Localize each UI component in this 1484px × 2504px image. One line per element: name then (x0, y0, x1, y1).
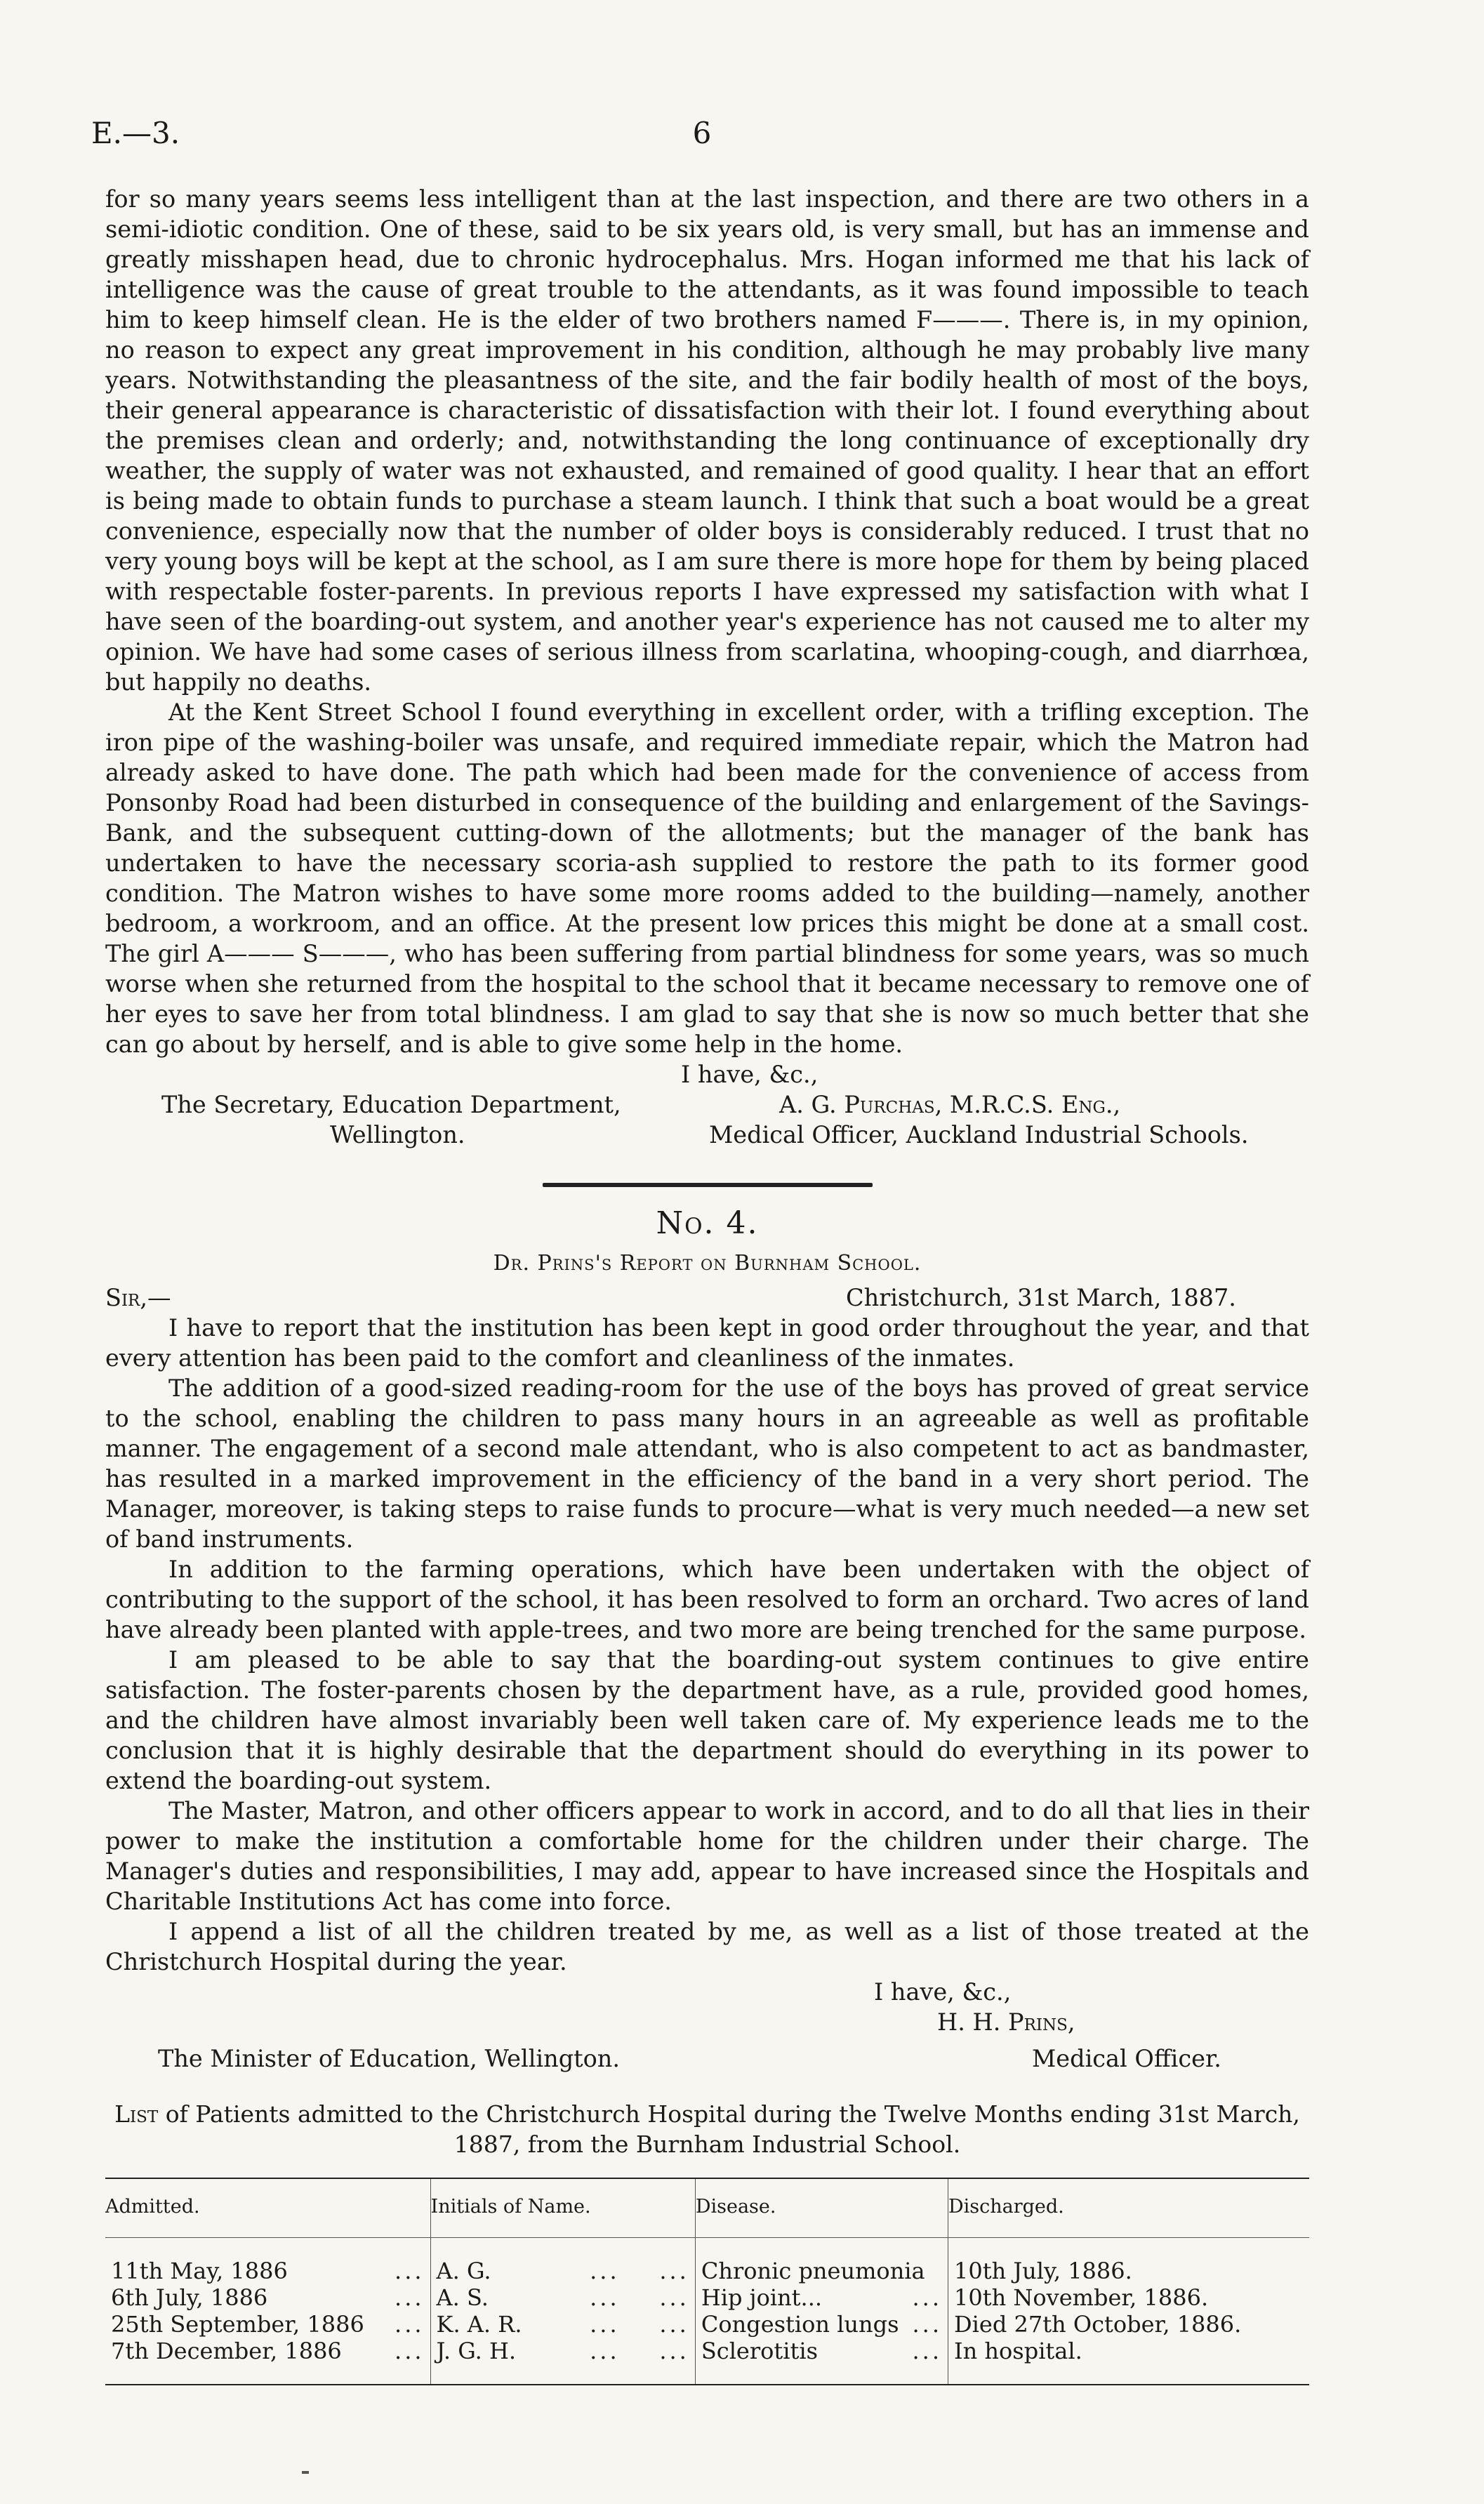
section-divider (543, 1183, 873, 1187)
paragraph: I have to report that the institution has been kept in good order throughout the year, and that every attention has been paid to the comfort and cleanliness of the inmates. (105, 1314, 1309, 1372)
table-header-row (105, 2178, 1309, 2238)
table-row (105, 2311, 1309, 2338)
addressee: The Minister of Education, Wellington. (158, 2045, 621, 2072)
table-cell: Died 27th October, 1886. (953, 2311, 1242, 2338)
table-cell: 6th July, 1886 ... (105, 2284, 430, 2311)
table-cell: J. G. H. ... ... (430, 2338, 695, 2385)
table-cell: Congestion lungs ... (695, 2311, 948, 2338)
page-body (105, 184, 1309, 2385)
table-row (105, 2238, 1309, 2285)
signatory-name: A. G. Purchas, M.R.C.S. Eng., (779, 1091, 1121, 1118)
table-cell: 25th September, 1886 ... (105, 2311, 430, 2338)
table-cell: 10th July, 1886. (953, 2258, 1132, 2284)
table-cell: Hip joint... ... (695, 2284, 948, 2311)
signatory-title: Medical Officer. (1032, 2045, 1221, 2072)
paragraph: The addition of a good-sized reading-room for the use of the boys has proved of great service to the school, enabling the children to pass many hours in an agreeable as well as profitable manner. The engagement of a second male attendant, who is also competent to act as bandmaster, has resulted in a marked improvement in the efficiency of the band in a very short period. The Manager, moreover, is taking steps to raise funds to procure—what is very much needed—a new set of band instruments. (105, 1374, 1309, 1553)
table-cell: 10th November, 1886. (953, 2284, 1209, 2311)
paragraph: I am pleased to be able to say that the boarding-out system continues to give entire satisfaction. The foster-parents chosen by the department have, as a rule, provided good homes, and the children have almost invariably been well taken care of. My experience leads me to the conclusion that it is highly desirable that the department should do everything in its power to extend the boarding-out system. (105, 1646, 1309, 1794)
table-cell: K. A. R. ... ... (430, 2311, 695, 2338)
paragraph: I append a list of all the children treated by me, as well as a list of those treated at the Christchurch Hospital during the year. (105, 1918, 1309, 1975)
addressee-city: Wellington. (330, 1121, 465, 1148)
column-header: Discharged. (948, 2178, 1309, 2238)
table-caption (105, 2099, 1309, 2159)
table-cell: A. G. ... ... (430, 2238, 695, 2285)
paragraph: In addition to the farming operations, which have been undertaken with the object of contributing to the support of the school, it has been resolved to form an orchard. Two acres of land have already been planted with apple-trees, and two more are being trenched for the same purpose. (105, 1556, 1309, 1643)
section-title: Dr. Prins's Report on Burnham School. (493, 1251, 922, 1276)
table-cell: 7th December, 1886 ... (105, 2338, 430, 2385)
table-cell: A. S. ... ... (430, 2284, 695, 2311)
addressee: The Secretary, Education Department, (161, 1091, 621, 1118)
signatory-name: H. H. Prins, (937, 2008, 1075, 2036)
table-cell: In hospital. (948, 2338, 1309, 2385)
patients-table (105, 2178, 1309, 2385)
paragraph: At the Kent Street School I found everything in excellent order, with a trifling exception. The iron pipe of the washing-boiler was unsafe, and required immediate repair, which the Matron had already asked to have done. The path which had been made for the convenience of access from Ponsonby Road had been disturbed in consequence of the building and enlargement of the Savings-Bank, and the subsequent cutting-down of the allotments; but the manager of the bank has undertaken to have the necessary scoria-ash supplied to restore the path to its former good condition. The Matron wishes to have some more rooms added to the building—namely, another bedroom, a workroom, and an office. At the present low prices this might be done at a small cost. The girl A——— S———, who has been suffering from partial blindness for some years, was so much worse when she returned from the hospital to the school that it became necessary to remove one of her eyes to save her from total blindness. I am glad to say that she is now so much better that she can go about by herself, and is able to give some help in the home. (105, 698, 1309, 1058)
table-cell: Chronic pneumonia (695, 2238, 948, 2285)
caption-lead: List (114, 2100, 159, 2128)
column-header: Disease. (695, 2178, 948, 2238)
paragraph: The Master, Matron, and other officers appear to work in accord, and to do all that lies in their power to make the institution a comfortable home for the children under their charge. The Manager's duties and responsibilities, I may add, appear to have increased since the Hospitals and Charitable Institutions Act has come into force. (105, 1797, 1309, 1915)
salutation: Sir,— (105, 1284, 171, 1311)
caption-text: of Patients admitted to the Christchurch Hospital during the Twelve Months ending 31st March, 1887, from the Burnham Industrial School. (165, 2100, 1300, 2158)
paragraph: for so many years seems less intelligent than at the last inspection, and there are two others in a semi-idiotic condition. One of these, said to be six years old, is very small, but has an immense and greatly misshapen head, due to chronic hydrocephalus. Mrs. Hogan informed me that his lack of intelligence was the cause of great trouble to the attendants, as it was found impossible to teach him to keep himself clean. He is the elder of two brothers named F———. There is, in my opinion, no reason to expect any great improvement in his condition, although he may probably live many years. Notwithstanding the pleasantness of the site, and the fair bodily health of most of the boys, their general appearance is characteristic of dissatisfaction with their lot. I found everything about the premises clean and orderly; and, notwithstanding the long continuance of exceptionally dry weather, the supply of water was not exhausted, and remained of good quality. I hear that an effort is being made to obtain funds to purchase a steam launch. I think that such a boat would be a great convenience, especially now that the number of older boys is considerably reduced. I trust that no very young boys will be kept at the school, as I am sure there is more hope for them by being placed with respectable foster-parents. In previous reports I have expressed my satisfaction with what I have seen of the boarding-out system, and another year's experience has not caused me to alter my opinion. We have had some cases of serious illness from scarlatina, whooping-cough, and diarrhœa, but happily no deaths. (105, 185, 1309, 696)
column-header: Admitted. (105, 2178, 430, 2238)
page-number: 6 (692, 116, 712, 150)
table-cell: Sclerotitis ... (695, 2338, 948, 2385)
page-header (91, 116, 1313, 165)
place-date: Christchurch, 31st March, 1887. (846, 1284, 1236, 1311)
table-row (105, 2338, 1309, 2385)
signatory-title: Medical Officer, Auckland Industrial Schools. (709, 1121, 1249, 1148)
section-number: No. 4. (656, 1205, 759, 1241)
print-mark (302, 2471, 309, 2474)
signature-block (105, 1059, 1309, 1158)
column-header: Initials of Name. (430, 2178, 695, 2238)
table-cell: 11th May, 1886 ... (105, 2238, 430, 2285)
table-row (105, 2284, 1309, 2311)
salutation-line (105, 1283, 1309, 1313)
signature-block (105, 1977, 1309, 2082)
closing: I have, &c., (874, 1978, 1012, 2006)
closing: I have, &c., (681, 1061, 819, 1088)
document-reference: E.—3. (91, 116, 180, 150)
